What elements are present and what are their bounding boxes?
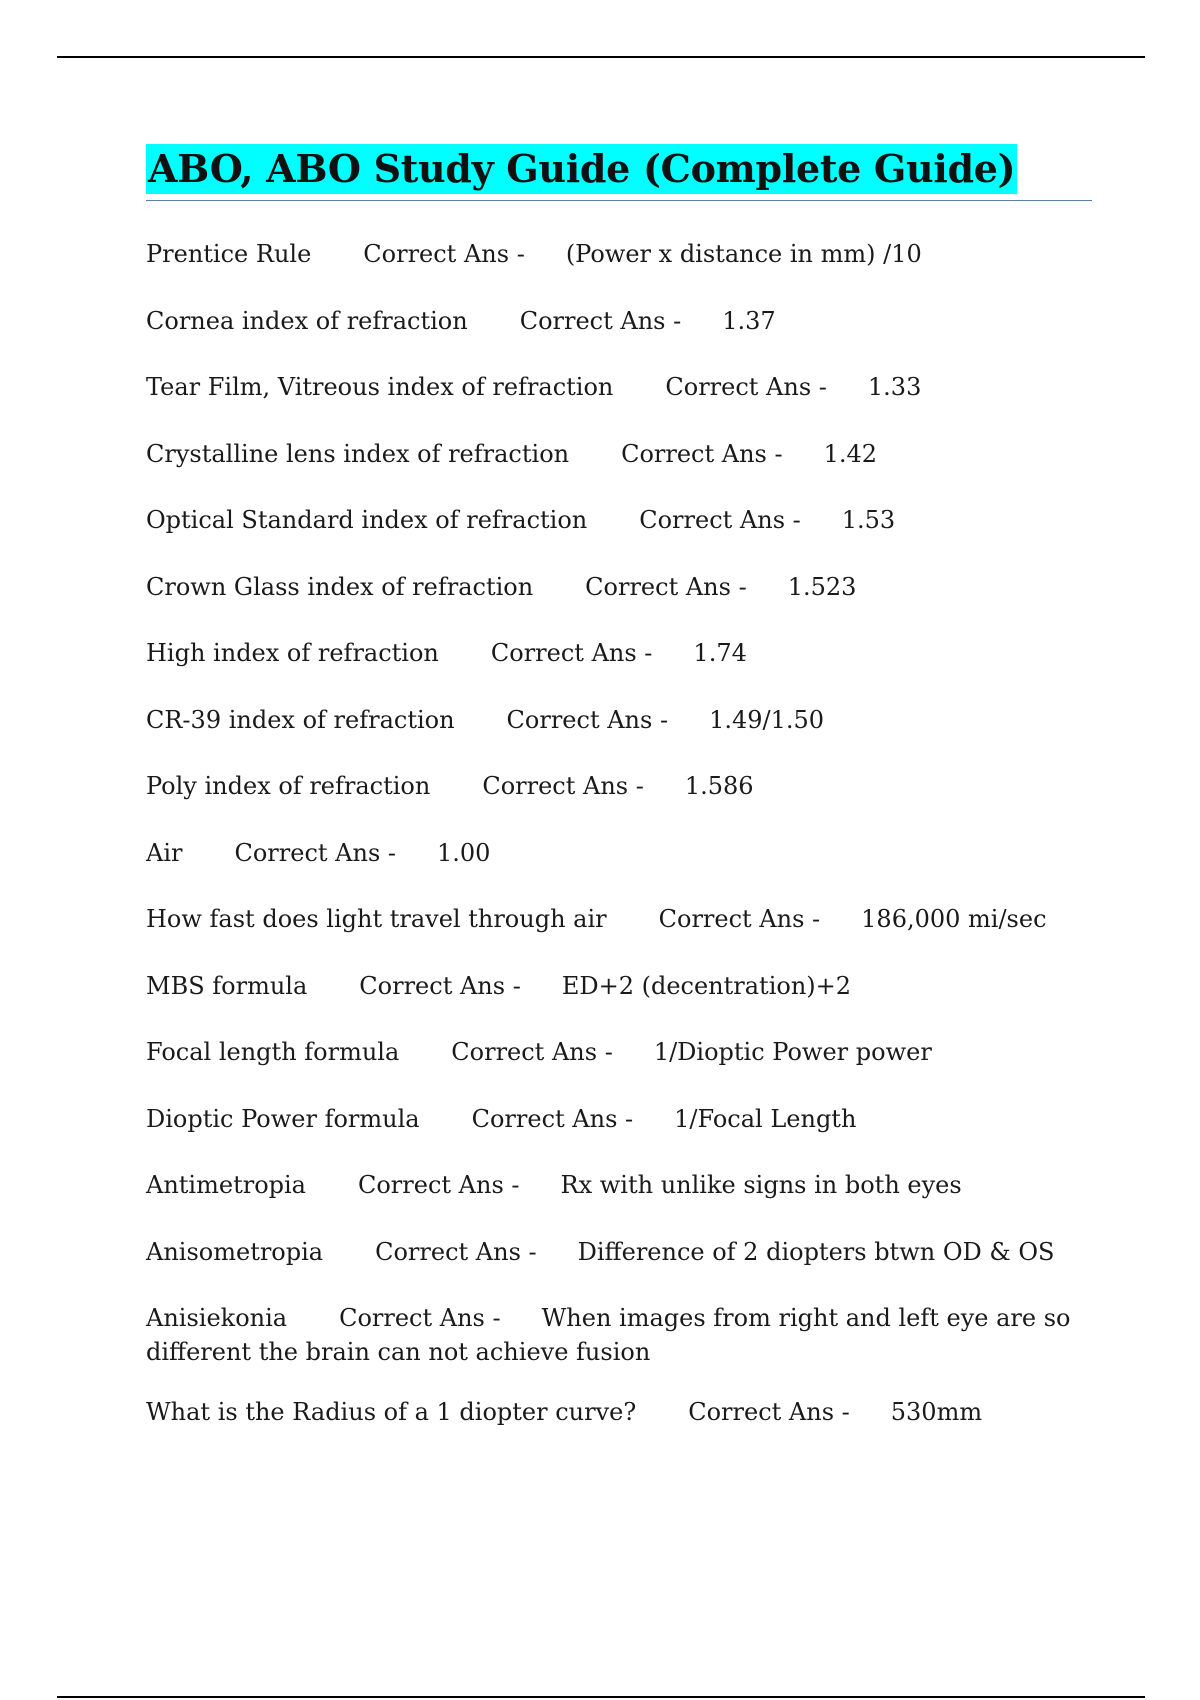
answer-label: Correct Ans - <box>688 1398 850 1426</box>
answer-label: Correct Ans - <box>375 1237 537 1266</box>
answer-label: Correct Ans - <box>451 1038 613 1066</box>
answer-text: 1/Dioptic Power power <box>653 1038 932 1066</box>
answer-label: Correct Ans - <box>363 240 525 268</box>
qa-item <box>146 237 1086 271</box>
question-text: CR-39 index of refraction <box>146 705 455 734</box>
question-text: Air <box>146 838 183 867</box>
answer-label: Correct Ans - <box>359 971 521 1000</box>
question-text: Crystalline lens index of refraction <box>146 439 570 468</box>
qa-item <box>146 570 1086 604</box>
qa-item <box>146 370 1086 404</box>
answer-label: Correct Ans - <box>665 373 827 401</box>
answer-text: 1.74 <box>693 639 747 667</box>
answer-text: 1/Focal Length <box>674 1104 857 1133</box>
answer-text: 1.523 <box>787 572 857 601</box>
answer-text: (Power x distance in mm) /10 <box>565 240 922 268</box>
answer-label: Correct Ans - <box>234 838 397 867</box>
answer-label: Correct Ans - <box>519 306 682 335</box>
answer-label: Correct Ans - <box>482 772 644 800</box>
answer-label: Correct Ans - <box>658 905 821 933</box>
question-text: Poly index of refraction <box>146 772 431 800</box>
footer-rule <box>57 1696 1145 1698</box>
qa-item <box>146 636 1086 670</box>
answer-text: When images from right and left eye are so different the brain can not achieve fusion <box>146 1304 1071 1366</box>
answer-text: 1.586 <box>684 772 754 800</box>
question-text: What is the Radius of a 1 diopter curve? <box>146 1398 637 1426</box>
question-text: How fast does light travel through air <box>146 905 607 933</box>
answer-text: 1.33 <box>867 373 922 401</box>
qa-item <box>146 437 1086 471</box>
answer-text: ED+2 (decentration)+2 <box>561 971 852 1000</box>
qa-item <box>146 304 1086 338</box>
answer-text: 1.49/1.50 <box>709 705 825 734</box>
question-text: Prentice Rule <box>146 240 312 268</box>
answer-text: 1.53 <box>841 506 896 534</box>
qa-item <box>146 769 1086 803</box>
qa-item <box>146 703 1086 737</box>
answer-label: Correct Ans - <box>490 639 653 667</box>
answer-label: Correct Ans - <box>639 506 801 534</box>
qa-item <box>146 503 1086 537</box>
answer-label: Correct Ans - <box>506 705 669 734</box>
qa-item <box>146 1168 1086 1202</box>
question-text: Focal length formula <box>146 1038 400 1066</box>
answer-text: 1.42 <box>823 439 878 468</box>
answer-label: Correct Ans - <box>339 1304 501 1332</box>
question-text: Dioptic Power formula <box>146 1104 420 1133</box>
question-text: Tear Film, Vitreous index of refraction <box>146 373 614 401</box>
qa-item <box>146 902 1086 936</box>
question-text: High index of refraction <box>146 639 439 667</box>
qa-item <box>146 836 1086 870</box>
answer-label: Correct Ans - <box>471 1104 634 1133</box>
qa-item <box>146 1301 1086 1369</box>
qa-item <box>146 1235 1086 1269</box>
title-block <box>146 144 1092 201</box>
question-text: Optical Standard index of refraction <box>146 506 588 534</box>
document-title: ABO, ABO Study Guide (Complete Guide) <box>146 144 1017 194</box>
question-text: MBS formula <box>146 971 308 1000</box>
question-text: Anisometropia <box>146 1237 324 1266</box>
qa-list <box>146 237 1086 1462</box>
question-text: Anisiekonia <box>146 1304 288 1332</box>
answer-text: 1.00 <box>437 838 491 867</box>
qa-item <box>146 969 1086 1003</box>
answer-label: Correct Ans - <box>621 439 783 468</box>
answer-text: 1.37 <box>722 306 776 335</box>
answer-text: 186,000 mi/sec <box>861 905 1047 933</box>
answer-text: Difference of 2 diopters btwn OD & OS <box>577 1237 1055 1266</box>
header-rule <box>57 56 1145 58</box>
question-text: Cornea index of refraction <box>146 306 468 335</box>
qa-item <box>146 1035 1086 1069</box>
qa-item <box>146 1395 1086 1429</box>
question-text: Antimetropia <box>146 1171 306 1199</box>
qa-item <box>146 1102 1086 1136</box>
answer-text: 530mm <box>890 1398 983 1426</box>
answer-text: Rx with unlike signs in both eyes <box>560 1171 962 1199</box>
answer-label: Correct Ans - <box>357 1171 520 1199</box>
question-text: Crown Glass index of refraction <box>146 572 534 601</box>
answer-label: Correct Ans - <box>585 572 747 601</box>
